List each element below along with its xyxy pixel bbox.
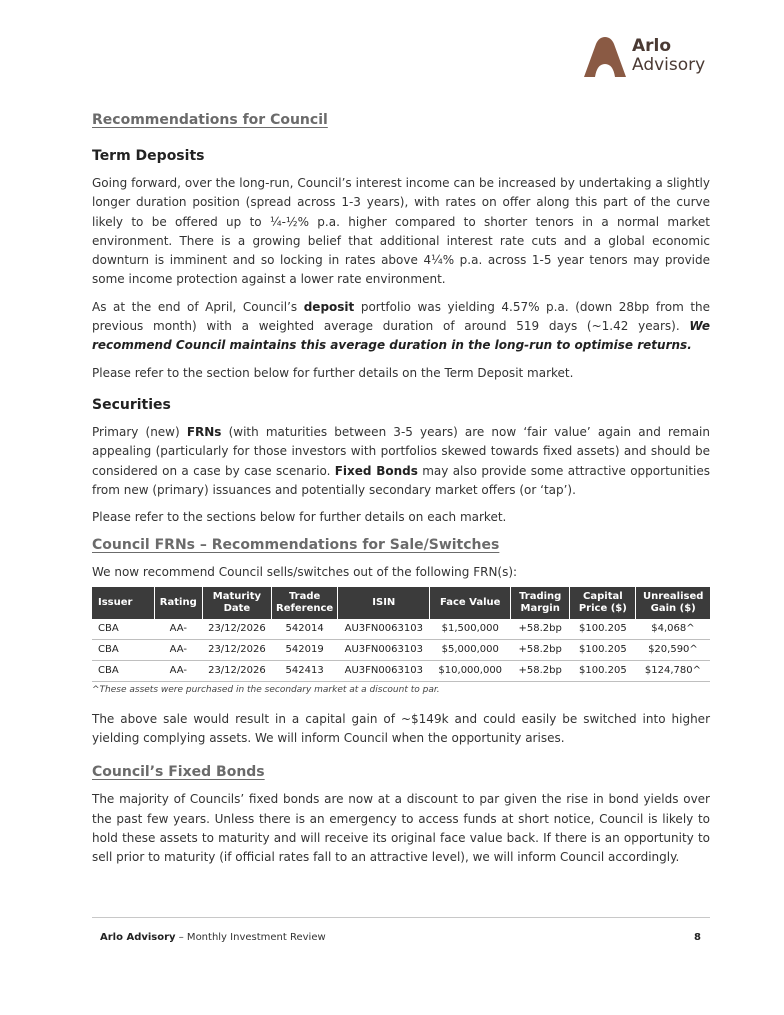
term-deposits-paragraph-3: Please refer to the section below for further details on the Term Deposit market. — [92, 365, 574, 380]
arlo-logo-mark-icon — [582, 36, 628, 78]
cell-isin: AU3FN0063103 — [338, 660, 430, 681]
footer-divider — [92, 917, 710, 918]
sec-p1-c: (with maturities between 3-5 years) are now ‘fair value’ again and remain appealing (particularly for those investors with portfolios skewed towards fixed assets) and should be considered on a case by case scenario. — [92, 424, 710, 478]
cell-capital-price: $100.205 — [570, 639, 636, 660]
frn-section-title: Council FRNs – Recommendations for Sale/Switches — [92, 537, 500, 554]
frn-summary: The above sale would result in a capital gain of ~$149k and could easily be switched into higher yielding complying assets. We will inform Council when the opportunity arises. — [92, 711, 710, 746]
header-capital-price: Capital Price ($) — [570, 587, 636, 619]
td-p2-mid: portfolio was yielding 4.57% p.a. (down 28bp from the previous month) with a weighted average duration of around 519 days (~1.42 years). — [92, 299, 711, 334]
footer-report-name: – Monthly Investment Review — [175, 932, 326, 943]
header-issuer: Issuer — [92, 587, 154, 619]
cell-unrealised-gain: $4,068^ — [636, 619, 710, 640]
term-deposits-paragraph-1: Going forward, over the long-run, Council’s interest income can be increased by undertaking a slightly longer duration position (spread across 1-3 years), with rates on offer along this part of the curve likely to be offered up to ¼-½% p.a. higher compared to shorter tenors in a normal market environment. There is a growing belief that additional interest rate cuts and a global economic downturn is imminent and so locking in rates above 4¼% p.a. across 1-5 year tenors may provide some income protection against a lower rate environment. — [92, 176, 710, 287]
footer-label — [100, 932, 326, 943]
td-p2-start: As at the end of April, Council’s — [92, 299, 304, 314]
securities-heading: Securities — [92, 396, 171, 413]
logo-name-line1: Arlo — [632, 36, 672, 56]
cell-capital-price: $100.205 — [570, 619, 636, 640]
cell-maturity-date: 23/12/2026 — [202, 639, 271, 660]
page-number: 8 — [694, 932, 701, 943]
securities-paragraph-1 — [92, 423, 710, 500]
fixed-bonds-title: Council’s Fixed Bonds — [92, 764, 265, 781]
cell-trading-margin: +58.2bp — [511, 619, 570, 640]
cell-rating: AA- — [154, 639, 202, 660]
cell-issuer: CBA — [92, 660, 154, 681]
frn-sale-table — [92, 587, 710, 682]
header-isin: ISIN — [338, 587, 430, 619]
cell-isin: AU3FN0063103 — [338, 619, 430, 640]
table-header-row — [92, 587, 710, 619]
header-face-value: Face Value — [430, 587, 511, 619]
header-trading-margin: Trading Margin — [511, 587, 570, 619]
cell-trade-reference: 542014 — [272, 619, 338, 640]
cell-rating: AA- — [154, 660, 202, 681]
cell-capital-price: $100.205 — [570, 660, 636, 681]
header-trade-reference: Trade Reference — [272, 587, 338, 619]
cell-maturity-date: 23/12/2026 — [202, 619, 271, 640]
logo-name-line2: Advisory — [632, 55, 706, 75]
term-deposits-heading: Term Deposits — [92, 148, 205, 164]
cell-issuer: CBA — [92, 639, 154, 660]
sec-p1-e: may also provide some attractive opportunities from new (primary) issuances and potentially secondary market offers (or ‘tap’). — [92, 463, 710, 497]
table-row — [92, 660, 710, 681]
header-rating: Rating — [154, 587, 202, 619]
cell-unrealised-gain: $20,590^ — [636, 639, 710, 660]
sec-p1-a: Primary (new) — [92, 424, 187, 439]
td-p2-emphasis: We recommend Council maintains this average duration in the long-run to optimise returns. — [92, 319, 710, 353]
recommendations-title: Recommendations for Council — [92, 112, 328, 128]
td-p2-bold: deposit — [303, 299, 355, 314]
cell-maturity-date: 23/12/2026 — [202, 660, 271, 681]
footer-brand: Arlo Advisory — [100, 932, 176, 943]
header-maturity-date: Maturity Date — [202, 587, 271, 619]
cell-trading-margin: +58.2bp — [511, 660, 570, 681]
cell-trading-margin: +58.2bp — [511, 639, 570, 660]
table-footnote: ^These assets were purchased in the secondary market at a discount to par. — [92, 684, 440, 695]
cell-rating: AA- — [154, 619, 202, 640]
sec-p1-fixed-bonds: Fixed Bonds — [334, 463, 418, 478]
frn-intro: We now recommend Council sells/switches out of the following FRN(s): — [92, 565, 518, 580]
cell-isin: AU3FN0063103 — [338, 639, 430, 660]
cell-face-value: $10,000,000 — [430, 660, 511, 681]
cell-trade-reference: 542019 — [272, 639, 338, 660]
cell-face-value: $5,000,000 — [430, 639, 511, 660]
main-content — [92, 110, 710, 876]
cell-issuer: CBA — [92, 619, 154, 640]
cell-trade-reference: 542413 — [272, 660, 338, 681]
securities-paragraph-2: Please refer to the sections below for further details on each market. — [92, 510, 507, 525]
header-unrealised-gain: Unrealised Gain ($) — [636, 587, 710, 619]
sec-p1-frns: FRNs — [186, 424, 222, 439]
fixed-bonds-paragraph: The majority of Councils’ fixed bonds are now at a discount to par given the rise in bond yields over the past few years. Unless there is an emergency to access funds at short notice, Council is likely to hold these assets to maturity and will receive its original face value back. If there is an opportunity to sell prior to maturity (if official rates fall to an attractive level), we will inform Council accordingly. — [92, 792, 710, 865]
term-deposits-paragraph-2 — [92, 298, 710, 356]
arlo-advisory-logo — [582, 36, 722, 80]
cell-unrealised-gain: $124,780^ — [636, 660, 710, 681]
table-row — [92, 639, 710, 660]
cell-face-value: $1,500,000 — [430, 619, 511, 640]
table-row — [92, 619, 710, 640]
